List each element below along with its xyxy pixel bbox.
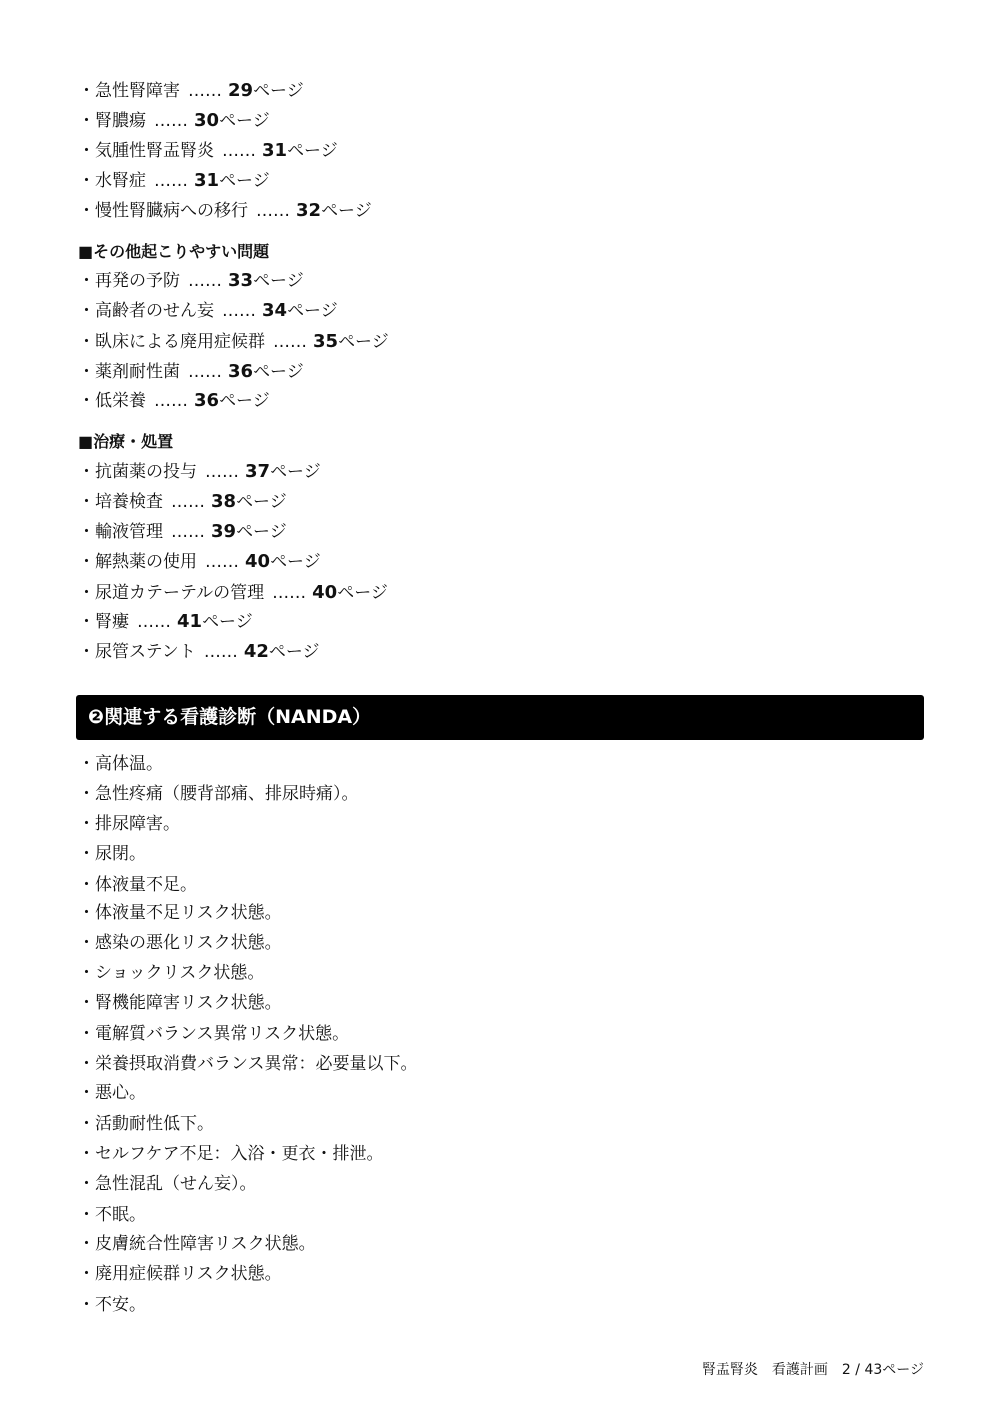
toc-item: ・水腎症 …… 31ページ (78, 170, 270, 191)
nanda-item: ・体液量不足リスク状態。 (78, 903, 282, 923)
nanda-item: ・排尿障害。 (78, 814, 180, 834)
toc-item: ・抗菌薬の投与 …… 37ページ (78, 461, 321, 482)
toc-item: ・解熱薬の使用 …… 40ページ (78, 551, 321, 572)
nanda-item: ・廃用症候群リスク状態。 (78, 1264, 282, 1284)
nanda-section-title: ❷関連する看護診断（NANDA） (88, 706, 372, 728)
toc-item: ・急性腎障害 …… 29ページ (78, 80, 304, 101)
toc-item: ・尿道カテーテルの管理 …… 40ページ (78, 582, 388, 603)
nanda-item: ・不安。 (78, 1295, 146, 1315)
toc-item: ・気腫性腎盂腎炎 …… 31ページ (78, 140, 338, 161)
toc-item: ・慢性腎臓病への移行 …… 32ページ (78, 200, 372, 221)
nanda-item: ・急性疼痛（腰背部痛、排尿時痛）。 (78, 784, 359, 804)
toc-item: ・再発の予防 …… 33ページ (78, 270, 304, 291)
nanda-section-banner (76, 695, 924, 740)
nanda-item: ・高体温。 (78, 754, 163, 774)
section-heading-treatment: ■治療・処置 (78, 432, 174, 451)
nanda-item: ・体液量不足。 (78, 875, 197, 895)
nanda-item: ・急性混乱（せん妄）。 (78, 1174, 257, 1194)
toc-item: ・輸液管理 …… 39ページ (78, 521, 287, 542)
toc-item: ・臥床による廃用症候群 …… 35ページ (78, 331, 389, 352)
toc-item: ・低栄養 …… 36ページ (78, 390, 270, 411)
nanda-item: ・電解質バランス異常リスク状態。 (78, 1024, 350, 1044)
nanda-item: ・不眠。 (78, 1205, 146, 1225)
nanda-item: ・悪心。 (78, 1083, 146, 1103)
page-footer: 腎盂腎炎 看護計画 2 / 43ページ (701, 1362, 924, 1378)
toc-item: ・腎膿瘍 …… 30ページ (78, 110, 270, 131)
nanda-item: ・尿閉。 (78, 844, 146, 864)
nanda-item: ・皮膚統合性障害リスク状態。 (78, 1234, 316, 1254)
nanda-item: ・感染の悪化リスク状態。 (78, 933, 282, 953)
toc-item: ・薬剤耐性菌 …… 36ページ (78, 361, 304, 382)
section-heading-other-problems: ■その他起こりやすい問題 (78, 242, 270, 261)
nanda-item: ・セルフケア不足：入浴・更衣・排泄。 (78, 1144, 384, 1164)
toc-item: ・腎瘻 …… 41ページ (78, 611, 253, 632)
toc-item: ・尿管ステント …… 42ページ (78, 641, 320, 662)
nanda-item: ・活動耐性低下。 (78, 1114, 214, 1134)
nanda-item: ・腎機能障害リスク状態。 (78, 993, 282, 1013)
toc-item: ・高齢者のせん妄 …… 34ページ (78, 300, 338, 321)
nanda-item: ・ショックリスク状態。 (78, 963, 265, 983)
nanda-item: ・栄養摂取消費バランス異常：必要量以下。 (78, 1054, 418, 1074)
toc-item: ・培養検査 …… 38ページ (78, 491, 287, 512)
